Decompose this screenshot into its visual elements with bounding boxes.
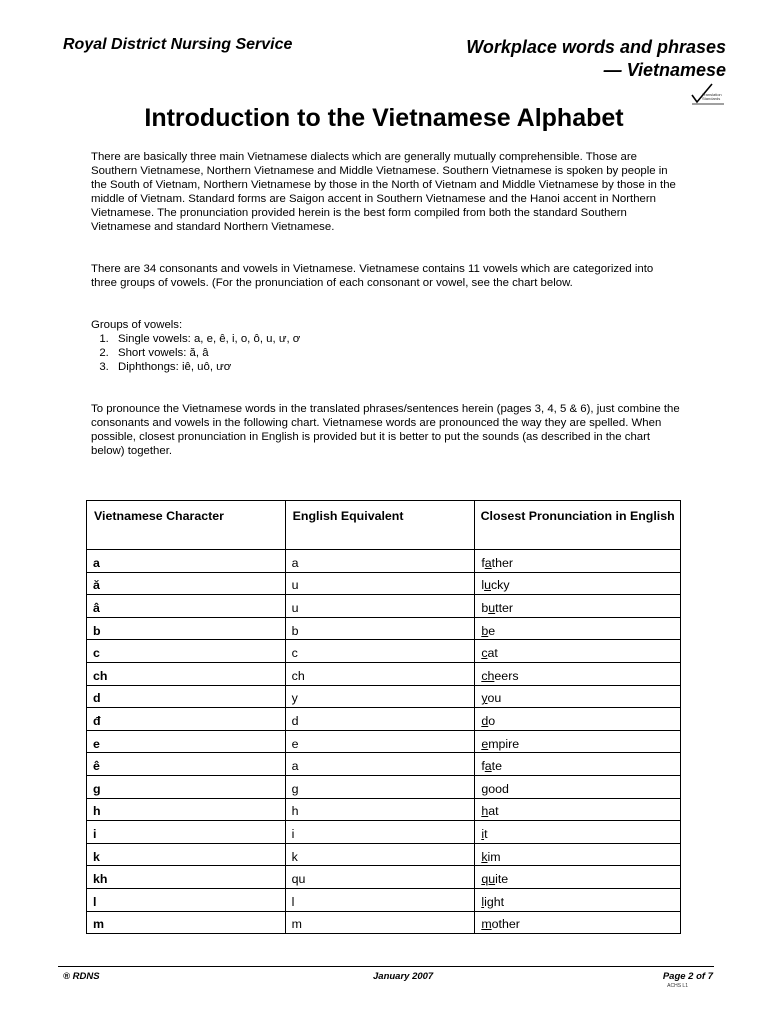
pronunciation-part: eers — [494, 668, 519, 683]
footer-copyright: ® RDNS — [63, 971, 100, 982]
pronunciation-part: at — [488, 804, 499, 819]
closest-pronunciation-cell — [475, 595, 681, 618]
logo-text-line2: Standards — [702, 96, 721, 101]
pronunciation-part: other — [491, 917, 520, 932]
table-row — [87, 798, 681, 821]
pronunciation-underlined-part: a — [484, 555, 492, 570]
header-doc-title-line1: Workplace words and phrases — [466, 37, 726, 57]
pronounce-paragraph: To pronounce the Vietnamese words in the translated phrases/sentences herein (pages 3, 4, 5 & 6), just combine the consonants and vowels in the following chart. Vietnamese words are pronounced the way they are spelled. When possible, closest pronunciation in English is provided but it is better to put the sounds (as described in the chart below) together. — [91, 403, 680, 457]
pronunciation-underlined-part: c — [481, 646, 488, 661]
vietnamese-character-cell: c — [87, 640, 286, 663]
pronunciation-underlined-part: y — [481, 691, 488, 706]
column-header-vietnamese-character: Vietnamese Character — [87, 501, 286, 550]
table-row — [87, 595, 681, 618]
table-row — [87, 617, 681, 640]
pronunciation-underlined-part: ch — [481, 668, 495, 683]
pronunciation-underlined-part: a — [484, 759, 492, 774]
column-header-english-equivalent: English Equivalent — [285, 501, 475, 550]
english-equivalent-cell: c — [285, 640, 475, 663]
vietnamese-character-cell: ê — [87, 753, 286, 776]
table-row — [87, 753, 681, 776]
footer-code: ACHS L1 — [667, 983, 688, 989]
table-row — [87, 708, 681, 731]
pronunciation-underlined-part: qu — [481, 872, 496, 887]
footer-divider — [58, 966, 714, 967]
english-equivalent-cell: u — [285, 572, 475, 595]
pronunciation-part: ight — [484, 894, 505, 909]
pronunciation-underlined-part: m — [481, 917, 492, 932]
pronunciation-part: cky — [490, 578, 510, 593]
vietnamese-character-cell: h — [87, 798, 286, 821]
header-org: Royal District Nursing Service — [63, 36, 293, 53]
vietnamese-character-cell: e — [87, 730, 286, 753]
pronunciation-underlined-part: k — [481, 849, 488, 864]
logo-text-line1: Translation — [702, 92, 722, 97]
closest-pronunciation-cell — [475, 866, 681, 889]
closest-pronunciation-cell — [475, 821, 681, 844]
pronunciation-underlined-part: g — [481, 781, 489, 796]
pronunciation-part: f — [481, 555, 485, 570]
pronunciation-part: im — [487, 849, 501, 864]
pronunciation-part: ite — [495, 872, 509, 887]
vietnamese-character-cell: đ — [87, 708, 286, 731]
vietnamese-character-cell: i — [87, 821, 286, 844]
vietnamese-character-cell: d — [87, 685, 286, 708]
english-equivalent-cell: ch — [285, 662, 475, 685]
vietnamese-character-cell: b — [87, 617, 286, 640]
english-equivalent-cell: a — [285, 550, 475, 573]
vietnamese-character-cell: ch — [87, 662, 286, 685]
pronunciation-underlined-part: h — [481, 804, 489, 819]
english-equivalent-cell: i — [285, 821, 475, 844]
table-row — [87, 662, 681, 685]
pronunciation-part: te — [491, 759, 503, 774]
english-equivalent-cell: m — [285, 911, 475, 934]
pronunciation-underlined-part: i — [481, 826, 485, 841]
closest-pronunciation-cell — [475, 685, 681, 708]
column-header-closest-pronunciation: Closest Pronunciation in English — [475, 501, 681, 550]
pronunciation-underlined-part: l — [481, 894, 485, 909]
intro-paragraph: There are basically three main Vietnamese dialects which are generally mutually comprehensible. Those are Southern Vietnamese, Northern Vietnamese and Middle Vietnamese. Southern Vietnamese is spoken by people in the South of Vietnam, Northern Vietnamese by those in the North of Vietnam and Middle Vietnamese by those in the middle of Vietnam. Standard forms are Saigon accent in Southern Vietnamese and the Hanoi accent in Northern Vietnamese. The pronunciation provided herein is the best form compiled from both the standard Southern Vietnamese and standard Northern Vietnamese. — [91, 151, 676, 233]
closest-pronunciation-cell — [475, 775, 681, 798]
alphabet-table-body — [87, 550, 681, 934]
closest-pronunciation-cell — [475, 617, 681, 640]
english-equivalent-cell: h — [285, 798, 475, 821]
pronunciation-underlined-part: u — [484, 578, 491, 593]
pronunciation-underlined-part: b — [481, 623, 489, 638]
closest-pronunciation-cell — [475, 662, 681, 685]
closest-pronunciation-cell — [475, 730, 681, 753]
closest-pronunciation-cell — [475, 550, 681, 573]
pronunciation-underlined-part: d — [481, 713, 489, 728]
table-header-row — [87, 501, 681, 550]
vietnamese-character-cell: a — [87, 550, 286, 573]
closest-pronunciation-cell — [475, 888, 681, 911]
english-equivalent-cell: d — [285, 708, 475, 731]
vietnamese-character-cell: m — [87, 911, 286, 934]
closest-pronunciation-cell — [475, 911, 681, 934]
english-equivalent-cell: qu — [285, 866, 475, 889]
vietnamese-character-cell: ă — [87, 572, 286, 595]
pronunciation-part: e — [488, 623, 496, 638]
english-equivalent-cell: e — [285, 730, 475, 753]
closest-pronunciation-cell — [475, 798, 681, 821]
vowel-group-item: 3. Diphthongs: iê, uô, ươ — [112, 360, 681, 374]
page-title: Introduction to the Vietnamese Alphabet — [144, 104, 624, 132]
closest-pronunciation-cell — [475, 753, 681, 776]
table-row — [87, 550, 681, 573]
english-equivalent-cell: k — [285, 843, 475, 866]
pronunciation-part: ther — [491, 555, 514, 570]
closest-pronunciation-cell — [475, 708, 681, 731]
table-row — [87, 640, 681, 663]
vietnamese-character-cell: g — [87, 775, 286, 798]
consonants-paragraph: There are 34 consonants and vowels in Vietnamese. Vietnamese contains 11 vowels which are categorized into three groups of vowels. (For the pronunciation of each consonant or vowel, see the chart below. — [91, 263, 654, 289]
header-doc-title-line2: — Vietnamese — [603, 60, 726, 80]
pronunciation-part: o — [488, 713, 496, 728]
pronunciation-part: tter — [495, 600, 514, 615]
table-row — [87, 843, 681, 866]
vietnamese-character-cell: â — [87, 595, 286, 618]
alphabet-table — [86, 500, 681, 934]
pronunciation-part: at — [487, 646, 498, 661]
vowel-groups — [91, 318, 681, 374]
closest-pronunciation-cell — [475, 640, 681, 663]
table-row — [87, 888, 681, 911]
english-equivalent-cell: l — [285, 888, 475, 911]
english-equivalent-cell: b — [285, 617, 475, 640]
table-row — [87, 685, 681, 708]
table-row — [87, 911, 681, 934]
vietnamese-character-cell: k — [87, 843, 286, 866]
vietnamese-character-cell: kh — [87, 866, 286, 889]
pronunciation-underlined-part: e — [481, 736, 489, 751]
closest-pronunciation-cell — [475, 572, 681, 595]
table-row — [87, 821, 681, 844]
english-equivalent-cell: u — [285, 595, 475, 618]
english-equivalent-cell: a — [285, 753, 475, 776]
pronunciation-underlined-part: u — [488, 600, 496, 615]
pronunciation-part: ood — [488, 781, 509, 796]
english-equivalent-cell: g — [285, 775, 475, 798]
vowel-groups-heading: Groups of vowels: — [91, 319, 183, 331]
header-doc-title — [466, 36, 726, 82]
footer-page-number: Page 2 of 7 — [662, 971, 713, 982]
pronunciation-part: ou — [487, 691, 502, 706]
pronunciation-part: f — [481, 759, 485, 774]
table-row — [87, 866, 681, 889]
pronunciation-part: t — [484, 826, 488, 841]
vowel-group-item: 1. Single vowels: a, e, ê, i, o, ô, u, ư, ơ — [112, 332, 681, 346]
table-row — [87, 572, 681, 595]
vowel-group-item: 2. Short vowels: ă, â — [112, 346, 681, 360]
vietnamese-character-cell: l — [87, 888, 286, 911]
footer-date: January 2007 — [373, 971, 434, 982]
pronunciation-part: mpire — [488, 736, 520, 751]
pronunciation-part: l — [481, 578, 485, 593]
table-row — [87, 730, 681, 753]
closest-pronunciation-cell — [475, 843, 681, 866]
table-row — [87, 775, 681, 798]
english-equivalent-cell: y — [285, 685, 475, 708]
logo-text — [702, 93, 722, 101]
vowel-groups-list — [91, 332, 681, 374]
pronunciation-part: b — [481, 600, 489, 615]
